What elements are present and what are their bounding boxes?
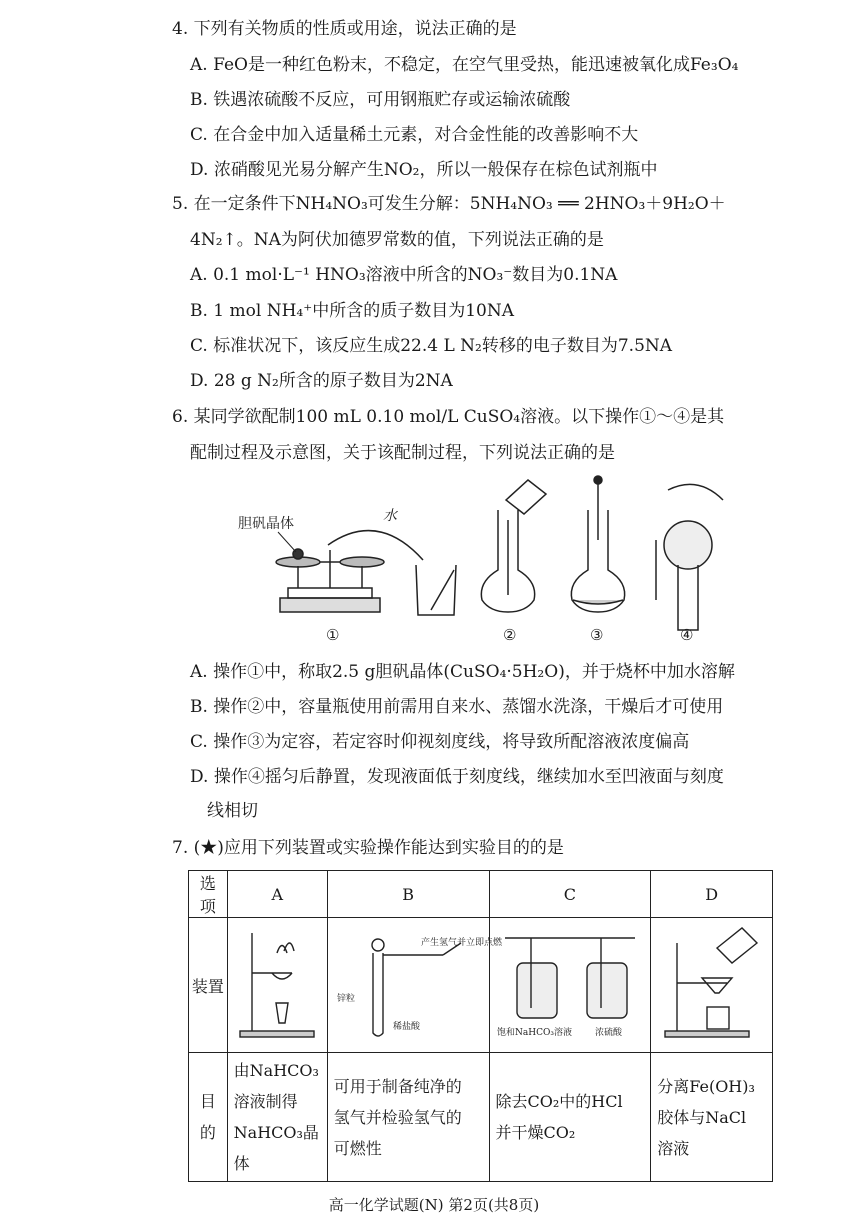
purpose-c-line: 并干燥CO₂	[495, 1123, 576, 1142]
label-c-1: 饱和NaHCO₃溶液	[496, 1028, 572, 1038]
purpose-b-line: 氢气并检验氢气的	[333, 1107, 462, 1127]
q7-stem: 7. (★)应用下列装置或实验操作能达到实验目的的是	[172, 838, 564, 858]
volumetric-flask-icon	[481, 480, 546, 612]
q4-option-b: B. 铁遇浓硫酸不反应，可用钢瓶贮存或运输浓硫酸	[190, 90, 571, 110]
purpose-a-line: NaHCO₃晶	[233, 1123, 319, 1142]
q4-option-a: A. FeO是一种红色粉末，不稳定，在空气里受热，能迅速被氧化成Fe₃O₄	[190, 55, 739, 75]
crystal-label: 胆矾晶体	[238, 516, 294, 532]
device-d	[651, 918, 773, 1053]
step-4-label: ④	[680, 626, 694, 644]
volumetric-flask-icon	[571, 476, 624, 612]
purpose-b-line: 可燃性	[333, 1138, 382, 1158]
q6-option-a: A. 操作①中，称取2.5 g胆矾晶体(CuSO₄·5H₂O)，并于烧杯中加水溶解	[190, 662, 735, 682]
filtration-icon	[657, 923, 767, 1043]
purpose-a	[227, 1053, 327, 1182]
device-a	[227, 918, 327, 1053]
balance-icon	[276, 549, 384, 612]
purpose-d-line: 胶体与NaCl	[657, 1107, 747, 1127]
step-3-label: ③	[590, 626, 604, 644]
purpose-d-line: 分离Fe(OH)₃	[657, 1076, 755, 1096]
header-cell: C	[489, 871, 651, 918]
gas-washing-bottles-icon	[495, 923, 645, 1043]
label-b-3: 稀盐酸	[393, 1022, 421, 1032]
hydrogen-generator-icon	[333, 923, 503, 1043]
q5-stem-line2: 4N₂↑。NA为阿伏加德罗常数的值，下列说法正确的是	[190, 230, 604, 250]
header-cell: A	[227, 871, 327, 918]
volumetric-flask-icon	[656, 484, 723, 630]
q4-option-d: D. 浓硝酸见光易分解产生NO₂，所以一般保存在棕色试剂瓶中	[190, 160, 658, 180]
q5-option-c: C. 标准状况下，该反应生成22.4 L N₂转移的电子数目为7.5NA	[190, 336, 673, 356]
purpose-b	[327, 1053, 489, 1182]
label-b-1: 产生氢气并立即点燃	[421, 938, 503, 948]
q5-option-b: B. 1 mol NH₄⁺中所含的质子数目为10NA	[190, 301, 514, 321]
page-footer: 高一化学试题(N) 第2页(共8页)	[328, 1196, 540, 1214]
experiment-table	[188, 870, 773, 1182]
purpose-c-line: 除去CO₂中的HCl	[495, 1092, 623, 1111]
purpose-d	[651, 1053, 773, 1182]
purpose-a-line: 溶液制得	[233, 1092, 298, 1111]
q4-option-c: C. 在合金中加入适量稀土元素，对合金性能的改善影响不大	[190, 125, 639, 145]
header-cell: B	[327, 871, 489, 918]
q6-option-b: B. 操作②中，容量瓶使用前需用自来水、蒸馏水洗涤，干燥后才可使用	[190, 697, 724, 717]
q6-stem-line1: 6. 某同学欲配制100 mL 0.10 mol/L CuSO₄溶液。以下操作①～④是其	[172, 407, 725, 427]
water-label: 水	[383, 508, 397, 524]
purpose-b-line: 可用于制备纯净的	[333, 1076, 462, 1096]
q5-option-d: D. 28 g N₂所含的原子数目为2NA	[190, 371, 453, 391]
device-b	[327, 918, 503, 1053]
q6-option-c: C. 操作③为定容，若定容时仰视刻度线，将导致所配溶液浓度偏高	[190, 732, 690, 752]
row-label: 装置	[189, 918, 228, 1053]
q6-stem-line2: 配制过程及示意图，关于该配制过程，下列说法正确的是	[190, 443, 615, 463]
solution-preparation-figure	[228, 470, 728, 650]
q6-option-d-line2: 线相切	[207, 801, 258, 821]
table-header-row	[189, 871, 773, 918]
step-2-label: ②	[503, 626, 517, 644]
purpose-c	[489, 1053, 651, 1182]
q5-stem-line1: 5. 在一定条件下NH₄NO₃可发生分解：5NH₄NO₃ ══ 2HNO₃＋9H₂O＋	[172, 194, 726, 214]
evaporating-dish-icon	[232, 923, 322, 1043]
purpose-d-line: 溶液	[657, 1138, 690, 1158]
purpose-a-line: 由NaHCO₃	[233, 1061, 319, 1080]
step-1-label: ①	[326, 626, 340, 644]
table-row	[189, 918, 773, 1053]
q4-stem: 4. 下列有关物质的性质或用途，说法正确的是	[172, 19, 517, 39]
beaker-icon	[416, 565, 456, 615]
device-c	[489, 918, 651, 1053]
table-row	[189, 1053, 773, 1182]
purpose-a-line: 体	[233, 1154, 250, 1173]
row-label: 目的	[189, 1053, 228, 1182]
header-cell: D	[651, 871, 773, 918]
label-c-2: 浓硫酸	[594, 1028, 622, 1038]
q5-option-a: A. 0.1 mol·L⁻¹ HNO₃溶液中所含的NO₃⁻数目为0.1NA	[190, 265, 618, 285]
transfer-arrow-icon	[328, 531, 423, 560]
label-b-2: 锌粒	[337, 994, 356, 1004]
header-cell: 选项	[189, 871, 228, 918]
q6-option-d-line1: D. 操作④摇匀后静置，发现液面低于刻度线，继续加水至凹液面与刻度	[190, 767, 724, 787]
